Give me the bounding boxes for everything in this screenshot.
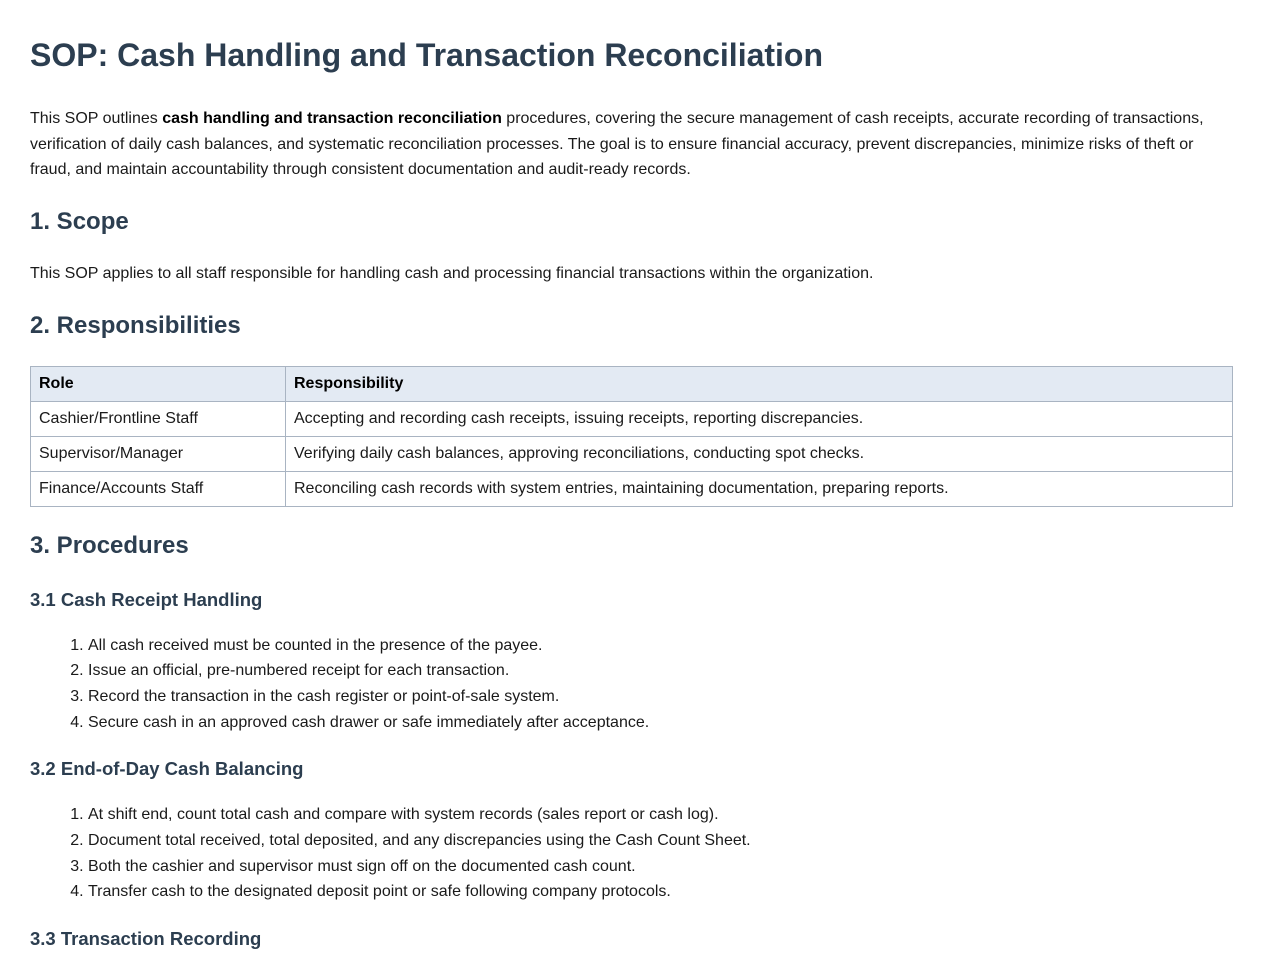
responsibility-cell: Reconciling cash records with system entries, maintaining documentation, preparing reports. — [286, 471, 1233, 506]
responsibility-cell: Accepting and recording cash receipts, issuing receipts, reporting discrepancies. — [286, 401, 1233, 436]
list-item: 1. At shift end, count total cash and compare with system records (sales report or cash log). — [88, 802, 1233, 828]
intro-text-before: This SOP outlines — [30, 110, 163, 127]
list-item: 3. Record the transaction in the cash register or point-of-sale system. — [88, 684, 1233, 710]
intro-text-after: procedures, covering the secure management of cash receipts, accurate recording of transactions, verification of daily cash balances, and systematic reconciliation processes. The goal is to ensure financial accuracy, prevent discrepancies, minimize risks of theft or fraud, and maintain accountability through consistent documentation and audit-ready records. — [30, 110, 1204, 178]
table-row — [31, 401, 1233, 436]
section-heading-end-of-day: 3.2 End-of-Day Cash Balancing — [30, 758, 304, 780]
list-item: 1. All cash received must be counted in the presence of the payee. — [88, 633, 1233, 659]
list-item: 3. Both the cashier and supervisor must sign off on the documented cash count. — [88, 854, 1233, 880]
section-heading-transaction-recording: 3.3 Transaction Recording — [30, 928, 262, 950]
table-row — [31, 471, 1233, 506]
table-header-role: Role — [31, 366, 286, 401]
table-header-row — [31, 366, 1233, 401]
role-cell: Cashier/Frontline Staff — [31, 401, 286, 436]
table-header-responsibility: Responsibility — [286, 366, 1233, 401]
cash-receipt-steps — [30, 633, 1233, 736]
list-item: 2. Document total received, total deposited, and any discrepancies using the Cash Count Sheet. — [88, 828, 1233, 854]
table-row — [31, 436, 1233, 471]
role-cell: Finance/Accounts Staff — [31, 471, 286, 506]
list-item: 2. Issue an official, pre-numbered receipt for each transaction. — [88, 658, 1233, 684]
end-of-day-steps — [30, 802, 1233, 905]
scope-heading: 1. Scope — [30, 207, 129, 235]
role-cell: Supervisor/Manager — [31, 436, 286, 471]
section-heading-cash-receipt: 3.1 Cash Receipt Handling — [30, 588, 263, 610]
responsibilities-table — [30, 366, 1233, 507]
list-item: 4. Transfer cash to the designated deposit point or safe following company protocols. — [88, 879, 1233, 905]
list-item: 4. Secure cash in an approved cash drawer or safe immediately after acceptance. — [88, 710, 1233, 736]
responsibilities-heading: 2. Responsibilities — [30, 311, 241, 339]
procedures-heading: 3. Procedures — [30, 531, 189, 559]
responsibility-cell: Verifying daily cash balances, approving reconciliations, conducting spot checks. — [286, 436, 1233, 471]
intro-paragraph — [30, 106, 1233, 183]
page-title: SOP: Cash Handling and Transaction Reconciliation — [30, 37, 824, 73]
intro-bold-text: cash handling and transaction reconciliation — [162, 110, 502, 127]
scope-text: This SOP applies to all staff responsible for handling cash and processing financial transactions within the organization. — [30, 264, 874, 282]
